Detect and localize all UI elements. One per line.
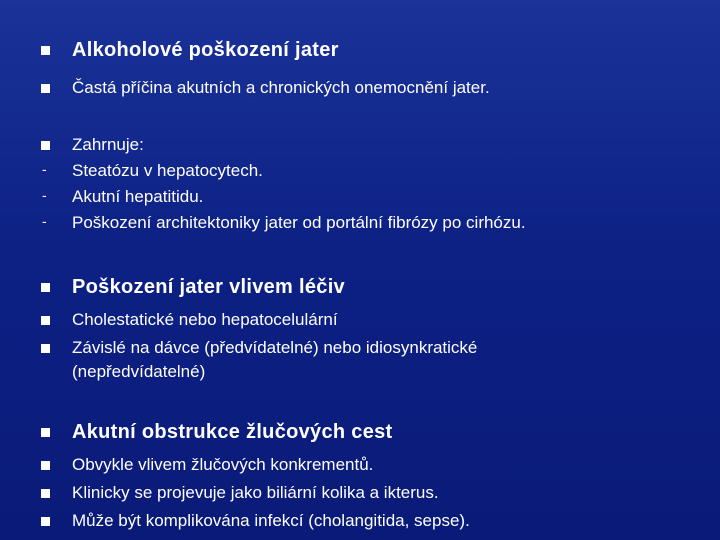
- list-item-continuation: (nepředvídatelné): [72, 362, 206, 381]
- dash-bullet-icon: -: [42, 161, 47, 177]
- list-item: [0, 452, 720, 480]
- list-item: [0, 307, 720, 335]
- sub-list-item-text: Steatózu v hepatocytech.: [72, 161, 263, 180]
- bullet-square-icon: [41, 489, 50, 498]
- list-item-text: Klinicky se projevuje jako biliární kolika a ikterus.: [72, 483, 439, 502]
- list-item-text: Častá příčina akutních a chronických onemocnění jater.: [72, 78, 490, 97]
- sub-list-item-text: Akutní hepatitidu.: [72, 187, 204, 206]
- list-item-text: Může být komplikována infekcí (cholangitida, sepse).: [72, 511, 470, 530]
- bullet-square-icon: [41, 141, 50, 150]
- sub-list-item: [0, 184, 720, 212]
- list-item: [0, 335, 720, 363]
- bullet-square-icon: [41, 428, 50, 437]
- sub-list-item: [0, 158, 720, 186]
- bullet-square-icon: [41, 84, 50, 93]
- dash-bullet-icon: -: [42, 213, 47, 229]
- heading-acute-biliary-obstruction: [0, 419, 720, 447]
- list-item-text: Cholestatické nebo hepatocelulární: [72, 310, 338, 329]
- bullet-square-icon: [41, 46, 50, 55]
- dash-bullet-icon: -: [42, 187, 47, 203]
- heading-text: Alkoholové poškození jater: [72, 39, 339, 61]
- heading-text: Poškození jater vlivem léčiv: [72, 276, 345, 298]
- sub-list-item: [0, 210, 720, 238]
- list-item-text: Zahrnuje:: [72, 135, 144, 154]
- bullet-square-icon: [41, 283, 50, 292]
- list-item: [0, 508, 720, 536]
- bullet-square-icon: [41, 316, 50, 325]
- heading-text: Akutní obstrukce žlučových cest: [72, 421, 393, 443]
- heading-alcoholic-liver-damage: [0, 37, 720, 65]
- bullet-square-icon: [41, 461, 50, 470]
- list-item-text: Obvykle vlivem žlučových konkrementů.: [72, 455, 374, 474]
- list-item: [0, 132, 720, 160]
- list-item: [0, 480, 720, 508]
- list-item-text: Závislé na dávce (předvídatelné) nebo idiosynkratické: [72, 338, 478, 357]
- sub-list-item-text: Poškození architektoniky jater od portální fibrózy po cirhózu.: [72, 213, 526, 232]
- list-item: [0, 75, 720, 103]
- heading-drug-induced-liver-damage: [0, 274, 720, 302]
- bullet-square-icon: [41, 517, 50, 526]
- bullet-square-icon: [41, 344, 50, 353]
